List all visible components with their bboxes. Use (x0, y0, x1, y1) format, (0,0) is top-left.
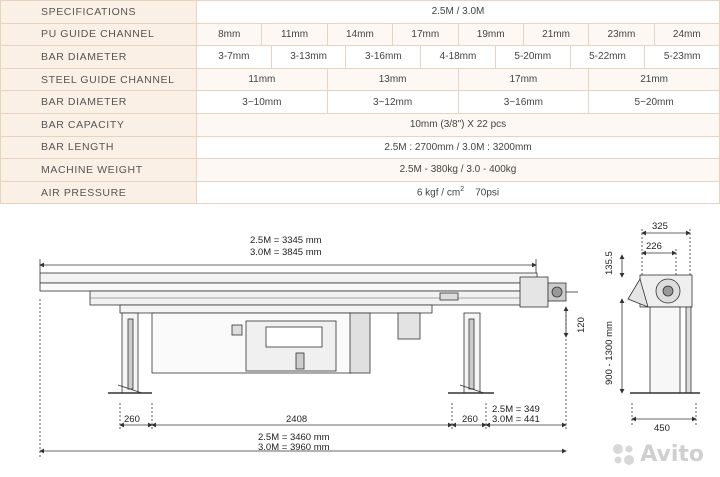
cell: 17mm (458, 69, 589, 91)
row-label: BAR CAPACITY (1, 113, 197, 136)
cell: 13mm (327, 69, 458, 91)
cell: 17mm (392, 24, 457, 46)
spec-row-steel-guide-channel (1, 68, 720, 91)
dim-right-offset: 260 (462, 414, 478, 425)
dim-120: 120 (576, 317, 587, 333)
dim-right-len-1: 2.5M = 349 (492, 404, 540, 415)
row-value: 2.5M : 2700mm / 3.0M : 3200mm (197, 136, 720, 159)
cell: 3~12mm (327, 91, 458, 113)
bottom-length-1: 2.5M = 3460 mm (258, 432, 330, 443)
row-label: SPECIFICATIONS (1, 1, 197, 24)
dim-325: 325 (652, 221, 668, 232)
dim-450: 450 (654, 423, 670, 434)
row-value: 2.5M - 380kg / 3.0 - 400kg (197, 159, 720, 182)
row-label: PU GUIDE CHANNEL (1, 23, 197, 46)
row-label: AIR PRESSURE (1, 181, 197, 204)
spec-row-bar-capacity (1, 113, 720, 136)
dim-leg-span: 2408 (286, 414, 308, 425)
bottom-length-2: 3.0M = 3960 mm (258, 442, 330, 453)
watermark-text: Avito (640, 441, 704, 467)
cell: 5~20mm (588, 91, 719, 113)
cell: 19mm (458, 24, 523, 46)
side-view (622, 229, 700, 427)
avito-watermark (610, 441, 704, 467)
spec-row-machine-weight (1, 159, 720, 182)
avito-logo-icon (610, 441, 636, 467)
row-label: BAR LENGTH (1, 136, 197, 159)
row-label: MACHINE WEIGHT (1, 159, 197, 182)
specifications-table (0, 0, 720, 204)
dim-226: 226 (646, 241, 662, 252)
dim-left-offset: 260 (124, 414, 140, 425)
row-label: STEEL GUIDE CHANNEL (1, 68, 197, 91)
cell: 4-18mm (420, 46, 495, 68)
cell: 11mm (261, 24, 326, 46)
cell: 3-16mm (345, 46, 420, 68)
cell: 5-20mm (495, 46, 570, 68)
cell: 5-23mm (644, 46, 719, 68)
cell: 14mm (327, 24, 392, 46)
cell: 21mm (523, 24, 588, 46)
cell: 3-13mm (271, 46, 346, 68)
cell: 5-22mm (570, 46, 645, 68)
dim-135: 135.5 (604, 251, 615, 275)
dim-right-len-2: 3.0M = 441 (492, 414, 540, 425)
spec-row-bar-length (1, 136, 720, 159)
spec-row-steel-bar-diameter (1, 91, 720, 114)
top-length-2: 3.0M = 3845 mm (250, 247, 322, 258)
cell: 3-7mm (218, 51, 250, 63)
row-value: 6 kgf / $cm^2$ 70psi (197, 181, 720, 204)
spec-row-pu-guide-channel (1, 23, 720, 46)
row-label: BAR DIAMETER (1, 46, 197, 69)
cell: 23mm (588, 24, 653, 46)
cell: 24mm (654, 24, 719, 46)
cell: 8mm (218, 28, 241, 40)
cell: 11mm (248, 74, 276, 86)
row-value: 2.5M / 3.0M (197, 1, 720, 24)
front-view (40, 259, 578, 457)
cell: 3~10mm (242, 96, 282, 108)
spec-row-air-pressure (1, 181, 720, 204)
spec-row-pu-bar-diameter (1, 46, 720, 69)
cell: 3~16mm (458, 91, 589, 113)
spec-row-specifications (1, 1, 720, 24)
dim-height-range: 900 - 1300 mm (604, 321, 615, 385)
row-value: 10mm (3/8") X 22 pcs (197, 113, 720, 136)
row-label: BAR DIAMETER (1, 91, 197, 114)
technical-drawing (0, 215, 720, 477)
cell: 21mm (588, 69, 719, 91)
top-length-1: 2.5M = 3345 mm (250, 235, 322, 246)
